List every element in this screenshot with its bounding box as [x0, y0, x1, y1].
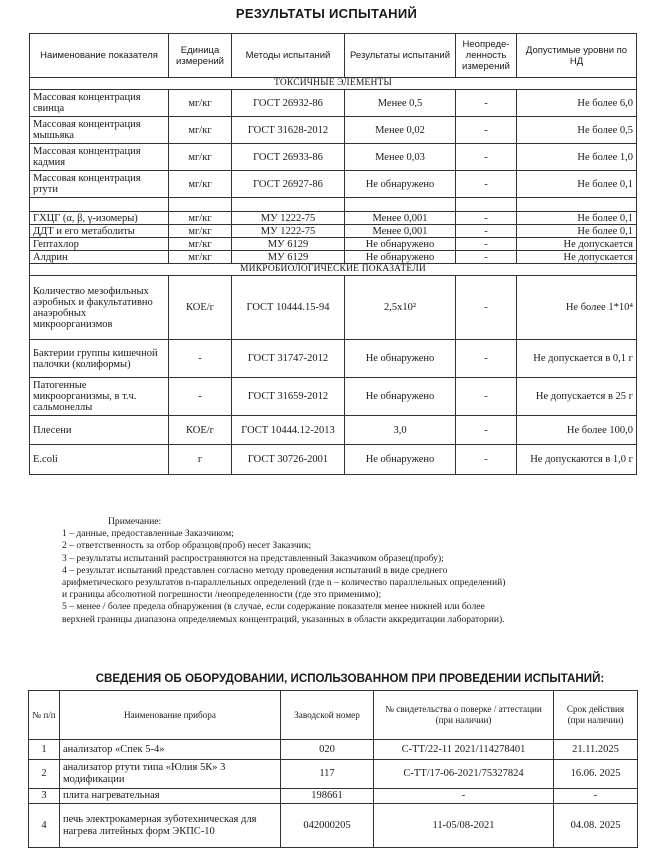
cell-method: ГОСТ 30726-2001	[232, 445, 345, 475]
cell-num: 1	[29, 740, 60, 760]
cell-result: 3,0	[345, 416, 456, 445]
cell-limit: Не более 1*10⁴	[517, 276, 637, 340]
cell-device: анализатор «Спек 5-4»	[60, 740, 281, 760]
cell-unit: мг/кг	[169, 144, 232, 171]
cell-name: E.coli	[30, 445, 169, 475]
cell-device: печь электрокамерная зуботехническая для нагрева литейных форм ЭКПС-10	[60, 804, 281, 848]
header-device: Наименование прибора	[60, 691, 281, 740]
cell-unit: КОЕ/г	[169, 416, 232, 445]
cell-name: Плесени	[30, 416, 169, 445]
header-uncertainty: Неопреде-ленность измерений	[456, 34, 517, 78]
table-row	[29, 804, 638, 848]
cell-num: 3	[29, 789, 60, 804]
cell-cert: -	[374, 789, 554, 804]
cell-uncertainty: -	[456, 144, 517, 171]
cell-uncertainty: -	[456, 90, 517, 117]
table-row	[29, 740, 638, 760]
cell-name: ДДТ и его метаболиты	[30, 225, 169, 238]
note-line: верхней границы диапазона определяемых концентраций, указанных в области аккредитации лаборатории).	[62, 613, 505, 625]
cell-serial: 042000205	[281, 804, 374, 848]
equipment-header-row	[29, 691, 638, 740]
cell-num: 4	[29, 804, 60, 848]
table-row	[30, 238, 637, 251]
header-method: Методы испытаний	[232, 34, 345, 78]
cell-name: Массовая концентрация ртути	[30, 171, 169, 198]
cell-unit: мг/кг	[169, 212, 232, 225]
cell-uncertainty: -	[456, 238, 517, 251]
section-row	[30, 264, 637, 276]
cell-uncertainty: -	[456, 225, 517, 238]
cell-valid: -	[554, 789, 638, 804]
cell-limit: Не допускаются в 1,0 г	[517, 445, 637, 475]
cell-unit: -	[169, 340, 232, 378]
header-num: № п/п	[29, 691, 60, 740]
cell-result: Менее 0,001	[345, 225, 456, 238]
note-line: 1 – данные, предоставленные Заказчиком;	[62, 528, 234, 540]
note-line: 3 – результаты испытаний распространяются на представленный Заказчиком образец(пробу);	[62, 552, 444, 564]
cell-uncertainty: -	[456, 378, 517, 416]
cell-valid: 04.08. 2025	[554, 804, 638, 848]
blank-row	[30, 198, 637, 212]
cell-uncertainty: -	[456, 340, 517, 378]
table-row	[30, 90, 637, 117]
results-header-row	[30, 34, 637, 78]
cell-limit: Не более 0,1	[517, 225, 637, 238]
cell-unit: мг/кг	[169, 251, 232, 264]
header-cert: № свидетельства о поверке / аттестации (при наличии)	[374, 691, 554, 740]
cell-unit: КОЕ/г	[169, 276, 232, 340]
note-line: арифметического результатов n-параллельных определений (где n – количество параллельных определений)	[62, 577, 506, 589]
results-table	[29, 33, 637, 475]
cell-method: ГОСТ 26927-86	[232, 171, 345, 198]
cell-name: Количество мезофильных аэробных и факультативно анаэробных микроорганизмов	[30, 276, 169, 340]
cell-unit: -	[169, 378, 232, 416]
cell-method: ГОСТ 10444.15-94	[232, 276, 345, 340]
results-title: РЕЗУЛЬТАТЫ ИСПЫТАНИЙ	[235, 6, 418, 21]
notes-heading: Примечание:	[108, 516, 162, 527]
cell-method: МУ 6129	[232, 251, 345, 264]
table-row	[30, 171, 637, 198]
header-result: Результаты испытаний	[345, 34, 456, 78]
cell-num: 2	[29, 760, 60, 789]
cell-uncertainty: -	[456, 212, 517, 225]
cell-uncertainty: -	[456, 445, 517, 475]
table-row	[30, 251, 637, 264]
cell-unit: мг/кг	[169, 90, 232, 117]
cell-name: Патогенные микроорганизмы, в т.ч. сальмонеллы	[30, 378, 169, 416]
cell-result: Не обнаружено	[345, 340, 456, 378]
cell-serial: 198661	[281, 789, 374, 804]
cell-cert: 11-05/08-2021	[374, 804, 554, 848]
notes-block	[62, 516, 632, 626]
cell-result: Не обнаружено	[345, 251, 456, 264]
cell-name: Массовая концентрация свинца	[30, 90, 169, 117]
cell-method: ГОСТ 26932-86	[232, 90, 345, 117]
table-row	[29, 760, 638, 789]
cell-limit: Не более 0,5	[517, 117, 637, 144]
table-row	[30, 225, 637, 238]
header-limit: Допустимые уровни по НД	[517, 34, 637, 78]
cell-device: плита нагревательная	[60, 789, 281, 804]
section-micro: МИКРОБИОЛОГИЧЕСКИЕ ПОКАЗАТЕЛИ	[30, 264, 637, 276]
cell-method: МУ 1222-75	[232, 212, 345, 225]
cell-method: ГОСТ 31747-2012	[232, 340, 345, 378]
section-row	[30, 78, 637, 90]
cell-uncertainty: -	[456, 171, 517, 198]
note-line: 5 – менее / более предела обнаружения (в случае, если содержание показателя менее нижней или более	[62, 601, 485, 613]
table-row	[30, 117, 637, 144]
note-line: 2 – ответственность за отбор образцов(проб) несет Заказчик;	[62, 540, 312, 552]
cell-limit: Не более 1,0	[517, 144, 637, 171]
cell-uncertainty: -	[456, 251, 517, 264]
cell-method: ГОСТ 31628-2012	[232, 117, 345, 144]
cell-method: МУ 1222-75	[232, 225, 345, 238]
table-row	[29, 789, 638, 804]
equipment-table	[28, 690, 638, 848]
note-line: и границы абсолютной погрешности /неопределенности (где это применимо);	[62, 589, 382, 601]
table-row	[30, 340, 637, 378]
cell-name: Алдрин	[30, 251, 169, 264]
table-row	[30, 445, 637, 475]
table-row	[30, 144, 637, 171]
cell-result: Не обнаружено	[345, 171, 456, 198]
cell-result: Менее 0,03	[345, 144, 456, 171]
cell-cert: С-ТТ/22-11 2021/114278401	[374, 740, 554, 760]
cell-result: Не обнаружено	[345, 238, 456, 251]
cell-uncertainty: -	[456, 117, 517, 144]
cell-method: МУ 6129	[232, 238, 345, 251]
cell-limit: Не более 100,0	[517, 416, 637, 445]
cell-result: Менее 0,001	[345, 212, 456, 225]
cell-method: ГОСТ 10444.12-2013	[232, 416, 345, 445]
table-row	[30, 416, 637, 445]
cell-limit: Не допускается	[517, 251, 637, 264]
cell-unit: мг/кг	[169, 225, 232, 238]
header-valid: Срок действия (при наличии)	[554, 691, 638, 740]
cell-serial: 020	[281, 740, 374, 760]
cell-unit: мг/кг	[169, 171, 232, 198]
cell-limit: Не допускается	[517, 238, 637, 251]
cell-result: Менее 0,02	[345, 117, 456, 144]
header-name: Наименование показателя	[30, 34, 169, 78]
cell-limit: Не допускается в 0,1 г	[517, 340, 637, 378]
cell-uncertainty: -	[456, 416, 517, 445]
cell-limit: Не более 6,0	[517, 90, 637, 117]
cell-name: ГХЦГ (α, β, γ-изомеры)	[30, 212, 169, 225]
table-row	[30, 212, 637, 225]
note-line: 4 – результат испытаний представлен согласно методу проведения испытаний в виде среднего	[62, 564, 448, 576]
cell-method: ГОСТ 31659-2012	[232, 378, 345, 416]
cell-serial: 117	[281, 760, 374, 789]
cell-valid: 16.06. 2025	[554, 760, 638, 789]
cell-result: Не обнаружено	[345, 378, 456, 416]
header-unit: Единица измерений	[169, 34, 232, 78]
cell-method: ГОСТ 26933-86	[232, 144, 345, 171]
section-toxic: ТОКСИЧНЫЕ ЭЛЕМЕНТЫ	[30, 78, 637, 90]
cell-uncertainty: -	[456, 276, 517, 340]
equipment-title: СВЕДЕНИЯ ОБ ОБОРУДОВАНИИ, ИСПОЛЬЗОВАННОМ ПРИ ПРОВЕДЕНИИ ИСПЫТАНИЙ:	[95, 672, 605, 685]
cell-name: Гептахлор	[30, 238, 169, 251]
cell-result: Не обнаружено	[345, 445, 456, 475]
cell-name: Бактерии группы кишечной палочки (колиформы)	[30, 340, 169, 378]
cell-device: анализатор ртути типа «Юлия 5К» 3 модификации	[60, 760, 281, 789]
cell-valid: 21.11.2025	[554, 740, 638, 760]
cell-name: Массовая концентрация мышьяка	[30, 117, 169, 144]
cell-unit: мг/кг	[169, 117, 232, 144]
cell-name: Массовая концентрация кадмия	[30, 144, 169, 171]
cell-limit: Не более 0,1	[517, 212, 637, 225]
cell-unit: г	[169, 445, 232, 475]
table-row	[30, 276, 637, 340]
cell-limit: Не допускается в 25 г	[517, 378, 637, 416]
cell-result: Менее 0,5	[345, 90, 456, 117]
cell-unit: мг/кг	[169, 238, 232, 251]
cell-cert: С-ТТ/17-06-2021/75327824	[374, 760, 554, 789]
table-row	[30, 378, 637, 416]
cell-limit: Не более 0,1	[517, 171, 637, 198]
cell-result: 2,5x10²	[345, 276, 456, 340]
header-serial: Заводской номер	[281, 691, 374, 740]
